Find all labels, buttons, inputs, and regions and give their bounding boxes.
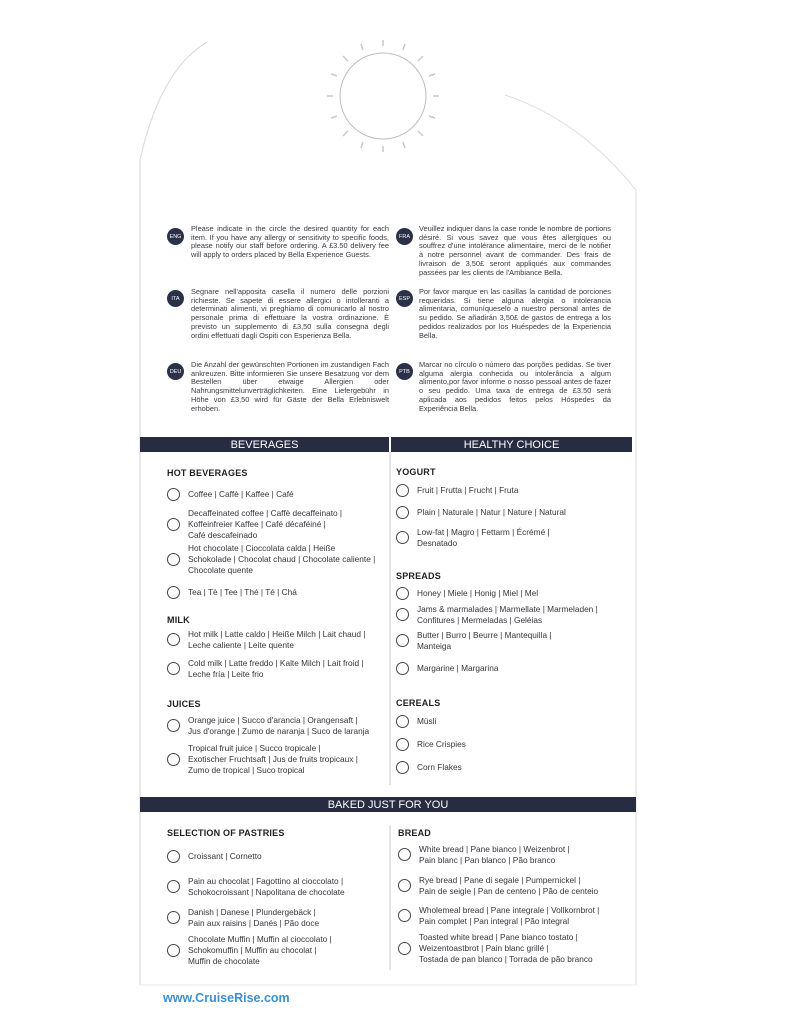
quantity-circle[interactable] bbox=[167, 880, 180, 893]
menu-item[interactable] bbox=[167, 876, 345, 898]
menu-item[interactable] bbox=[396, 662, 498, 675]
item-label: Coffee | Caffè | Kaffee | Café bbox=[188, 489, 294, 500]
item-label: Low-fat | Magro | Fettarm | Écrémé | Desnatado bbox=[417, 527, 550, 548]
menu-item[interactable] bbox=[167, 508, 342, 540]
instruction-eng: Please indicate in the circle the desired quantity for each item. If you have any allergy or sensitivity to specific foods, please notify our staff before ordering. A £3.50 delivery fee will apply to orders placed by Bella Experience Guests. bbox=[191, 224, 389, 260]
category-cereals: CEREALS bbox=[396, 698, 441, 708]
lang-badge-ita: ITA bbox=[167, 290, 184, 307]
menu-item[interactable] bbox=[398, 932, 593, 964]
menu-item[interactable] bbox=[396, 630, 552, 652]
menu-item[interactable] bbox=[167, 850, 262, 863]
instruction-ita: Segnare nell'apposita casella il numero delle porzioni richieste. Se sapete di essere allergici o intolleranti a determinati alimenti, vi preghiamo di comunicarlo al nostro personale prima di effettuare la vostra ordinazione. È previsto un supplemento di £3,50 sulla consegna degli ordini effettuati dagli Ospiti con Esperienza Bella. bbox=[191, 287, 389, 340]
quantity-circle[interactable] bbox=[396, 715, 409, 728]
quantity-circle[interactable] bbox=[167, 662, 180, 675]
item-label: Croissant | Cornetto bbox=[188, 851, 262, 862]
lang-badge-eng: ENG bbox=[167, 228, 184, 245]
menu-item[interactable] bbox=[167, 543, 375, 575]
item-label: Plain | Naturale | Natur | Nature | Natural bbox=[417, 507, 566, 518]
category-pastries: SELECTION OF PASTRIES bbox=[167, 828, 285, 838]
item-label: Toasted white bread | Pane bianco tostato | Weizentoastbrot | Pain blanc grillé | Tostada de pan blanco | Torrada de pão branco bbox=[419, 932, 593, 964]
lang-badge-ptb: PTB bbox=[396, 363, 413, 380]
quantity-circle[interactable] bbox=[398, 909, 411, 922]
item-label: Danish | Danese | Plundergebäck | Pain aux raisins | Danés | Pão doce bbox=[188, 907, 320, 928]
quantity-circle[interactable] bbox=[167, 753, 180, 766]
item-label: Chocolate Muffin | Muffin al cioccolato | Schokomuffin | Muffin au chocolat | Muffin de chocolate bbox=[188, 934, 332, 966]
quantity-circle[interactable] bbox=[396, 484, 409, 497]
category-yogurt: YOGURT bbox=[396, 467, 436, 477]
section-bar-baked: BAKED JUST FOR YOU bbox=[140, 797, 636, 812]
quantity-circle[interactable] bbox=[396, 738, 409, 751]
item-label: Pain au chocolat | Fagottino al cioccolato | Schokocroissant | Napolitana de chocolate bbox=[188, 876, 345, 897]
menu-item[interactable] bbox=[398, 875, 598, 897]
item-label: Hot chocolate | Cioccolata calda | Heiße Schokolade | Chocolat chaud | Chocolate caliente | Chocolate quente bbox=[188, 543, 376, 575]
quantity-circle[interactable] bbox=[167, 553, 180, 566]
menu-item[interactable] bbox=[167, 629, 365, 651]
quantity-circle[interactable] bbox=[396, 506, 409, 519]
item-label: Butter | Burro | Beurre | Mantequilla | Manteiga bbox=[417, 630, 552, 651]
item-label: Müsli bbox=[417, 716, 437, 727]
menu-item[interactable] bbox=[167, 586, 297, 599]
menu-item[interactable] bbox=[396, 604, 598, 626]
instruction-deu: Die Anzahl der gewünschten Portionen im zustandigen Fach ankreuzen. Bitte informieren Sie unsere Besatzung vor dem Bestellen über etwaige Allergien oder Nahrungsmittelunverträglichkeiten. Eine Liefergebühr in Höhe von £3,50 wird für Gäste der Bella Erlebniswelt erhoben. bbox=[191, 360, 389, 413]
quantity-circle[interactable] bbox=[167, 944, 180, 957]
item-label: Hot milk | Latte caldo | Heiße Milch | Lait chaud | Leche caliente | Leite quente bbox=[188, 629, 366, 650]
menu-item[interactable] bbox=[396, 738, 466, 751]
item-label: Wholemeal bread | Pane integrale | Vollkornbrot | Pain complet | Pan integral | Pão integral bbox=[419, 905, 600, 926]
quantity-circle[interactable] bbox=[398, 942, 411, 955]
menu-item[interactable] bbox=[396, 761, 462, 774]
quantity-circle[interactable] bbox=[396, 531, 409, 544]
quantity-circle[interactable] bbox=[167, 488, 180, 501]
menu-item[interactable] bbox=[396, 527, 550, 549]
item-label: Margarine | Margarina bbox=[417, 663, 499, 674]
instruction-fra: Veuillez indiquer dans la case ronde le nombre de portions désiré. Si vous savez que vous êtes allergiques ou souffrez d'une intolérance alimentaire, merci de le notifier à notre personnel avant de commander. Des frais de livraison de 3,50£ seront appliqués aux commandes passées par les clients de l'Ambiance Bella. bbox=[419, 224, 611, 277]
category-spreads: SPREADS bbox=[396, 571, 441, 581]
item-label: Rice Crispies bbox=[417, 739, 466, 750]
item-label: Tropical fruit juice | Succo tropicale | Exotischer Fruchtsaft | Jus de fruits tropicaux | Zumo de tropical | Suco tropical bbox=[188, 743, 358, 775]
quantity-circle[interactable] bbox=[167, 850, 180, 863]
footer-watermark-link[interactable]: www.CruiseRise.com bbox=[163, 991, 290, 1005]
sun-hole-icon bbox=[327, 40, 439, 152]
item-label: Corn Flakes bbox=[417, 762, 462, 773]
menu-item[interactable] bbox=[398, 844, 570, 866]
instruction-esp: Por favor marque en las casillas la cantidad de porciones requeridas. Si tiene alguna alergia o intolerancia alimentaria, comuníqueselo a nuestro personal antes de su pedido. Se añadirán 3,50£ de gastos de entrega a los pedidos realizados por los Huéspedes de la Experiencia Bella. bbox=[419, 287, 611, 340]
menu-item[interactable] bbox=[167, 934, 332, 966]
quantity-circle[interactable] bbox=[396, 608, 409, 621]
quantity-circle[interactable] bbox=[167, 911, 180, 924]
menu-item[interactable] bbox=[396, 484, 518, 497]
item-label: Jams & marmalades | Marmellate | Marmeladen | Confitures | Mermeladas | Geléias bbox=[417, 604, 598, 625]
section-bar-beverages: BEVERAGES bbox=[140, 437, 389, 452]
category-juices: JUICES bbox=[167, 699, 201, 709]
quantity-circle[interactable] bbox=[167, 633, 180, 646]
quantity-circle[interactable] bbox=[398, 848, 411, 861]
item-label: Rye bread | Pane di segale | Pumpernickel | Pain de seigle | Pan de centeno | Pão de centeio bbox=[419, 875, 599, 896]
category-hot-beverages: HOT BEVERAGES bbox=[167, 468, 248, 478]
item-label: Orange juice | Succo d'arancia | Orangensaft | Jus d'orange | Zumo de naranja | Suco de laranja bbox=[188, 715, 370, 736]
menu-item[interactable] bbox=[396, 715, 436, 728]
quantity-circle[interactable] bbox=[396, 662, 409, 675]
category-milk: MILK bbox=[167, 615, 190, 625]
menu-item[interactable] bbox=[398, 905, 599, 927]
item-label: White bread | Pane bianco | Weizenbrot | Pain blanc | Pan blanco | Pão branco bbox=[419, 844, 570, 865]
lang-badge-esp: ESP bbox=[396, 290, 413, 307]
menu-item[interactable] bbox=[167, 907, 319, 929]
menu-item[interactable] bbox=[167, 743, 358, 775]
menu-item[interactable] bbox=[167, 488, 294, 501]
quantity-circle[interactable] bbox=[396, 634, 409, 647]
lang-badge-fra: FRA bbox=[396, 228, 413, 245]
item-label: Fruit | Frutta | Frucht | Fruta bbox=[417, 485, 519, 496]
item-label: Cold milk | Latte freddo | Kalte Milch | Lait froid | Leche fría | Leite frio bbox=[188, 658, 364, 679]
menu-item[interactable] bbox=[167, 658, 364, 680]
quantity-circle[interactable] bbox=[167, 719, 180, 732]
section-bar-healthy-choice: HEALTHY CHOICE bbox=[391, 437, 632, 452]
quantity-circle[interactable] bbox=[167, 518, 180, 531]
menu-item[interactable] bbox=[167, 715, 369, 737]
quantity-circle[interactable] bbox=[167, 586, 180, 599]
quantity-circle[interactable] bbox=[398, 879, 411, 892]
quantity-circle[interactable] bbox=[396, 587, 409, 600]
lang-badge-deu: DEU bbox=[167, 363, 184, 380]
instruction-ptb: Marcar no círculo o número das porções pedidas. Se tiver alguma alergia conhecida ou intolerância a algum alimento,por favor informe o nosso pessoal antes de fazer o seu pedido. Uma taxa de entrega de £3.50 será aplicada aos pedidos feitos pelos Hóspedes da Experiência Bella. bbox=[419, 360, 611, 413]
item-label: Honey | Miele | Honig | Miel | Mel bbox=[417, 588, 539, 599]
menu-item[interactable] bbox=[396, 506, 566, 519]
category-bread: BREAD bbox=[398, 828, 432, 838]
quantity-circle[interactable] bbox=[396, 761, 409, 774]
menu-item[interactable] bbox=[396, 587, 538, 600]
item-label: Tea | Tè | Tee | Thé | Té | Chá bbox=[188, 587, 297, 598]
item-label: Decaffeinated coffee | Caffè decaffeinato | Koffeinfreier Kaffee | Café décaféiné | Café descafeinado bbox=[188, 508, 343, 540]
